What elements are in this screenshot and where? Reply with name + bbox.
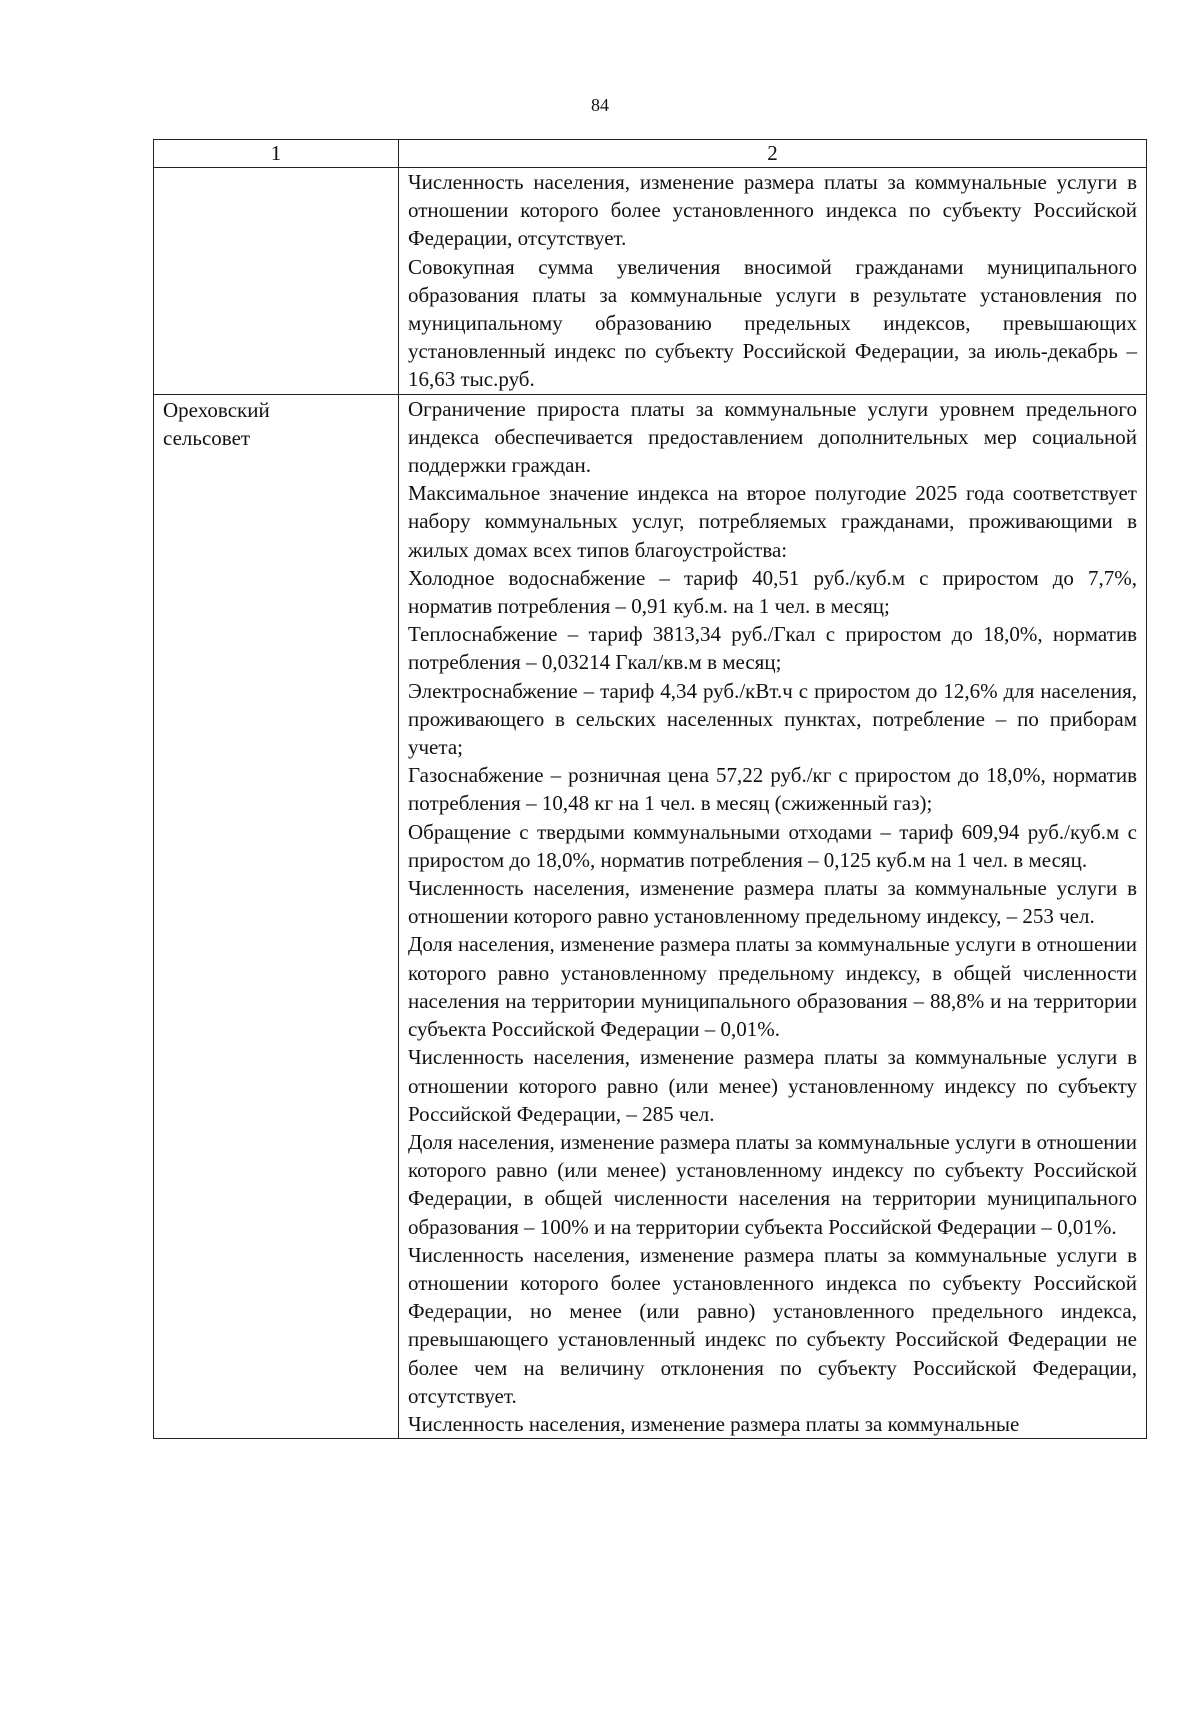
paragraph: Газоснабжение – розничная цена 57,22 руб./кг с приростом до 18,0%, норматив потребления – 10,48 кг на 1 чел. в месяц (сжиженный газ); [408, 763, 1137, 816]
municipality-cell [154, 168, 399, 395]
paragraph: Доля населения, изменение размера платы за коммунальные услуги в отношении которого равно (или менее) установленному индексу по субъекту Российской Федерации, в общей численности населения на территории муниципального образования – 100% и на территории субъекта Российской Федерации – 0,01%. [408, 1129, 1137, 1239]
paragraph: Холодное водоснабжение – тариф 40,51 руб./куб.м с приростом до 7,7%, норматив потребления – 0,91 куб.м. на 1 чел. в месяц; [408, 565, 1137, 619]
paragraph: Ограничение прироста платы за коммунальные услуги уровнем предельного индекса обеспечивается предоставлением дополнительных мер социальной поддержки граждан. [408, 396, 1137, 478]
table-row [154, 394, 1147, 1439]
description-cell [399, 394, 1147, 1439]
paragraph: Численность населения, изменение размера платы за коммунальные [408, 1411, 1020, 1436]
paragraph: Доля населения, изменение размера платы за коммунальные услуги в отношении которого равно установленному предельному индексу, в общей численности населения на территории муниципального образования – 88,8% и на территории субъекта Российской Федерации – 0,01%. [408, 932, 1137, 1042]
document-table [153, 139, 1147, 1439]
table-header-row [154, 140, 1147, 168]
paragraph: Численность населения, изменение размера платы за коммунальные услуги в отношении которого более установленного индекса по субъекту Российской Федерации, отсутствует. [408, 170, 1137, 251]
paragraph: Электроснабжение – тариф 4,34 руб./кВт.ч с приростом до 12,6% для населения, проживающего в сельских населенных пунктах, потребление – по приборам учета; [408, 678, 1137, 760]
description-cell [399, 168, 1147, 395]
municipality-name-line: Ореховский [163, 397, 270, 422]
column-header-2: 2 [399, 140, 1147, 168]
paragraph: Численность населения, изменение размера платы за коммунальные услуги в отношении которого равно (или менее) установленному индексу по субъекту Российской Федерации, – 285 чел. [408, 1045, 1137, 1126]
paragraph: Численность населения, изменение размера платы за коммунальные услуги в отношении которого равно установленному предельному индексу, – 253 чел. [408, 876, 1137, 929]
page-number: 84 [591, 95, 609, 115]
paragraph: Теплоснабжение – тариф 3813,34 руб./Гкал с приростом до 18,0%, норматив потребления – 0,03214 Гкал/кв.м в месяц; [408, 622, 1137, 675]
table-row [154, 168, 1147, 395]
paragraph: Численность населения, изменение размера платы за коммунальные услуги в отношении которого более установленного индекса по субъекту Российской Федерации, но менее (или равно) установленного предельного индекса, превышающего установленный индекс по субъекту Российской Федерации не более чем на величину отклонения по субъекту Российской Федерации, отсутствует. [408, 1242, 1137, 1408]
municipality-name-line: сельсовет [163, 425, 251, 450]
paragraph: Совокупная сумма увеличения вносимой гражданами муниципального образования платы за коммунальные услуги в результате установления по муниципальному образованию предельных индексов, превышающих установленный индекс по субъекту Российской Федерации, за июль-декабрь – 16,63 тыс.руб. [408, 254, 1137, 392]
municipality-cell [154, 394, 399, 1439]
paragraph: Максимальное значение индекса на второе полугодие 2025 года соответствует набору коммунальных услуг, потребляемых гражданами, проживающими в жилых домах всех типов благоустройства: [408, 481, 1137, 562]
column-header-1: 1 [154, 140, 399, 168]
paragraph: Обращение с твердыми коммунальными отходами – тариф 609,94 руб./куб.м с приростом до 18,0%, норматив потребления – 0,125 куб.м на 1 чел. в месяц. [408, 819, 1137, 872]
